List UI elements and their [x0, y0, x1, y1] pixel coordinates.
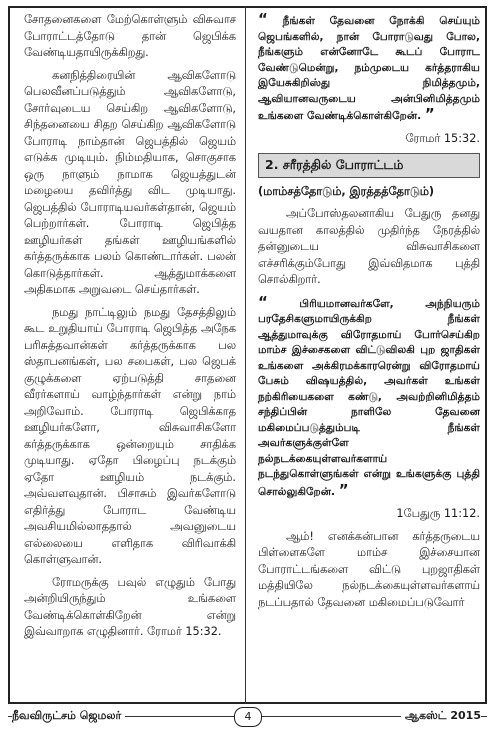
section-heading: 2. சரீரத்தில் போராட்டம் — [258, 153, 480, 178]
left-paragraph-3: நமது நாட்டிலும் நமது தேசத்திலும் கூட உறுதியாய் போராடி ஜெபித்த அநேக பரிசுத்தவான்கள் கர்த்தருக்காக பல ஸ்தாபனங்கள், பல சபைகள், பல ஜெபக் குழுக்களை ஏற்படுத்தி சாதனை வீரர்களாய் வாழ்ந்தார்கள் என்று நாம் அறிவோம். போராடி ஜெபிக்காத ஊழியர்களோ, விசுவாசிகளோ கர்த்தருக்காக ஒன்றையும் சாதிக்க முடியாது. ஏதோ பிழைப்பு நடக்கும் ஏதோ ஊழியம் நடக்கும். அவ்வளவுதான். பிசாசும் இவர்களோடு எதிர்த்து போராட வேண்டிய அவசியமில்லாததால் அவனுடைய எல்லையை எளிதாக விரிவாக்கி கொள்ளுவான். — [24, 305, 236, 566]
section-subheading: (மாம்சத்தோடும், இரத்தத்தோடும்) — [258, 184, 435, 198]
quote-block-1 — [258, 12, 480, 125]
open-quote-mark: “ — [258, 292, 268, 311]
open-quote-mark: “ — [258, 10, 268, 28]
quote-1-reference: ரோமர் 15:32. — [405, 131, 480, 145]
left-paragraph-4: ரோமருக்கு பவுல் எழுதும் போது அன்றியிருந்தும் உங்களை வேண்டிக்கொள்கிறேன் என்று இவ்வாறாக எழுதினார். ரோமர் 15:32. — [24, 575, 236, 638]
quote-1-text: நீங்கள் தேவனை நோக்கி செய்யும் ஜெபங்களில், நான் போராடுவது போல, நீங்களும் என்னோடே கூடப் போராட வேண்டுமென்று, நம்முடைய கர்த்தராகிய இயேசுகிறிஸ்து நிமித்தமும், ஆவியானவருடைய அன்பினிமித்தமும் உங்களை வேண்டிக்கொள்கிறேன். — [258, 15, 480, 122]
left-paragraph-1: சோதனைகளை மேற்கொள்ளும் விசுவாச போராட்டத்தோடு தான் ஜெபிக்க வேண்டியதாயிருக்கிறது. — [24, 13, 236, 59]
footer-page-number: 4 — [234, 707, 262, 727]
quote-2-text: பிரியமானவர்களே, அந்நியரும் பரதேசிகளுமாயிருக்கிற நீங்கள் ஆத்துமாவுக்கு விரோதமாய் போர்செய்கிற மாம்ச இச்சைகளை விட்டுவிலகி புற ஜாதிகள் உங்களை அக்கிரமக்காரரென்று விரோதமாய் பேசும் விஷயத்தில், அவர்கள் உங்கள் நற்கிரியைகளை கண்டு, அவற்றினிமித்தம் சந்திப்பின் நாளிலே தேவனை மகிமைப்படுத்தும்படி நீங்கள் அவர்களுக்குள்ளே நல்நடக்கையுள்ளவர்களாய் நடந்துகொள்ளுங்கள் என்று உங்களுக்கு புத்தி சொல்லுகிறேன். — [258, 297, 480, 498]
column-divider — [245, 6, 246, 704]
right-paragraph-2: ஆம்! எனக்கன்பான கர்த்தருடைய பிள்ளைகளே மாம்ச இச்சையான போராட்டங்களை விட்டு புறஜாதிகள் மத்தியிலே நல்நடக்கையுள்ளவர்களாய் நடப்பதால் தேவனை மகிமைப்படுவோர் — [258, 529, 480, 609]
close-quote-mark: ” — [338, 480, 349, 499]
footer-issue-date: ஆகஸ்ட் 2015 — [401, 709, 481, 724]
quote-2-reference: 1பேதுரு 11:12. — [396, 507, 480, 520]
left-paragraph-2: கனநித்திரையின் ஆவிகளோடு பெலவீனப்படுத்தும் ஆவிகளோடு, சோர்வுடைய செய்கிற ஆவிகளோடு, சிந்தனையை சிதற செய்கிற ஆவிகளோடு போராடி நாம்தான் ஜெபத்தில் ஜெயம் எடுக்க முடியும். நிம்மதியாக, சொகுசாக ஒரு நாளும் நாமாக ஜெயத்துடன் மழையை தவிர்த்து விட முடியாது. ஜெபத்தில் போராடியவர்கள்தான், ஜெயம் பெற்றார்கள். போராடி ஜெபித்த ஊழியர்கள் தங்கள் ஊழியங்களில் கர்த்தருக்காக பலம் கொண்டார்கள். பலன் கொடுத்தார்கள். ஆத்துமாக்களை அதிகமாக அறுவடை செய்தார்கள். — [24, 68, 236, 296]
left-column — [24, 12, 236, 647]
right-column — [258, 12, 480, 617]
footer-publication-name: நீவவிருட்சம் ஜெமலர் — [12, 709, 125, 724]
right-paragraph-1: அப்போஸ்தலனாகிய பேதுரு தனது வயதான காலத்தில் முதிர்ந்த நேரத்தில் தன்னுடைய விசுவாசிகளை எச்சரிக்கும்போது இவ்விதமாக புத்தி சொல்கிறார். — [258, 207, 480, 286]
quote-block-2 — [258, 292, 480, 501]
page-footer — [8, 706, 487, 726]
close-quote-mark: ” — [424, 105, 435, 123]
